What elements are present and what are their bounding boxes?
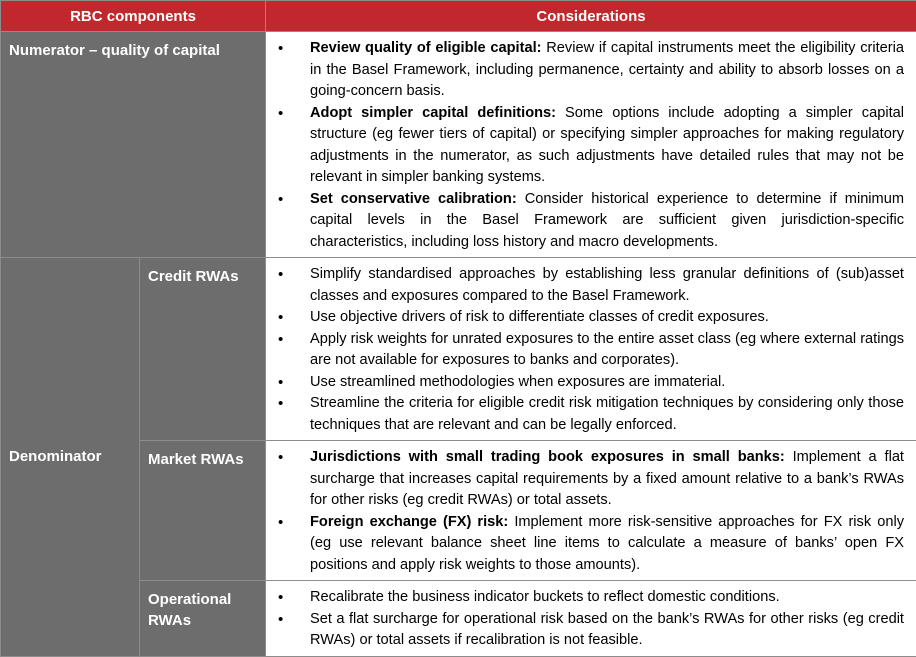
bullet-icon: • bbox=[278, 38, 283, 60]
list-item: • Use streamlined methodologies when exposures are immaterial. bbox=[274, 372, 904, 394]
row-credit bbox=[1, 258, 916, 441]
list-item: • Set conservative calibration: Consider historical experience to determine if minimum capital levels in the Basel Framework are sufficient given jurisdiction-specific characteristics, including loss history and macro developments. bbox=[274, 189, 904, 254]
bullet-icon: • bbox=[278, 264, 283, 286]
list-item: • Adopt simpler capital definitions: Some options include adopting a simpler capital structure (eg fewer tiers of capital) or specifying simpler approaches for making regulatory adjustments in the numerator, as such adjustments have detailed rules that may not be relevant in simpler banking systems. bbox=[274, 103, 904, 189]
bullet-icon: • bbox=[278, 587, 283, 609]
label-operational-rwas: Operational RWAs bbox=[140, 581, 266, 657]
bullet-icon: • bbox=[278, 609, 283, 631]
header-row bbox=[1, 1, 916, 32]
label-credit-rwas: Credit RWAs bbox=[140, 258, 266, 441]
considerations-credit bbox=[266, 258, 916, 441]
market-list bbox=[274, 447, 904, 576]
header-considerations: Considerations bbox=[266, 1, 916, 32]
operational-list bbox=[274, 587, 904, 652]
bullet-icon: • bbox=[278, 329, 283, 351]
list-item: • Use objective drivers of risk to differentiate classes of credit exposures. bbox=[274, 307, 904, 329]
list-item: • Foreign exchange (FX) risk: Implement more risk-sensitive approaches for FX risk only (eg use relevant balance sheet line items to calculate a measure of banks’ open FX positions and apply risk weights to those amounts). bbox=[274, 512, 904, 577]
header-rbc-components: RBC components bbox=[1, 1, 266, 32]
list-item: • Simplify standardised approaches by establishing less granular definitions of (sub)asset classes and exposures compared to the Basel Framework. bbox=[274, 264, 904, 307]
list-item: • Apply risk weights for unrated exposures to the entire asset class (eg where external ratings are not available for exposures to banks and corporates). bbox=[274, 329, 904, 372]
considerations-market bbox=[266, 441, 916, 581]
bullet-icon: • bbox=[278, 189, 283, 211]
list-item: • Recalibrate the business indicator buckets to reflect domestic conditions. bbox=[274, 587, 904, 609]
bullet-icon: • bbox=[278, 103, 283, 125]
numerator-list bbox=[274, 38, 904, 253]
list-item: • Streamline the criteria for eligible credit risk mitigation techniques by considering only those techniques that are relevant and can be legally enforced. bbox=[274, 393, 904, 436]
bullet-icon: • bbox=[278, 512, 283, 534]
label-numerator: Numerator – quality of capital bbox=[1, 32, 266, 258]
bullet-icon: • bbox=[278, 372, 283, 394]
considerations-numerator bbox=[266, 32, 916, 258]
bullet-icon: • bbox=[278, 307, 283, 329]
list-item: • Jurisdictions with small trading book exposures in small banks: Implement a flat surcharge that increases capital requirements by a fixed amount relative to a bank’s RWAs for other risks (eg credit RWAs) or total assets. bbox=[274, 447, 904, 512]
label-market-rwas: Market RWAs bbox=[140, 441, 266, 581]
row-numerator bbox=[1, 32, 916, 258]
label-denominator: Denominator bbox=[1, 258, 140, 657]
bullet-icon: • bbox=[278, 393, 283, 415]
list-item: • Review quality of eligible capital: Review if capital instruments meet the eligibility criteria in the Basel Framework, including permanence, certainty and ability to absorb losses on a going-concern basis. bbox=[274, 38, 904, 103]
credit-list bbox=[274, 264, 904, 436]
considerations-operational bbox=[266, 581, 916, 657]
list-item: • Set a flat surcharge for operational risk based on the bank’s RWAs for other risks (eg credit RWAs) or total assets if recalibration is not feasible. bbox=[274, 609, 904, 652]
bullet-icon: • bbox=[278, 447, 283, 469]
